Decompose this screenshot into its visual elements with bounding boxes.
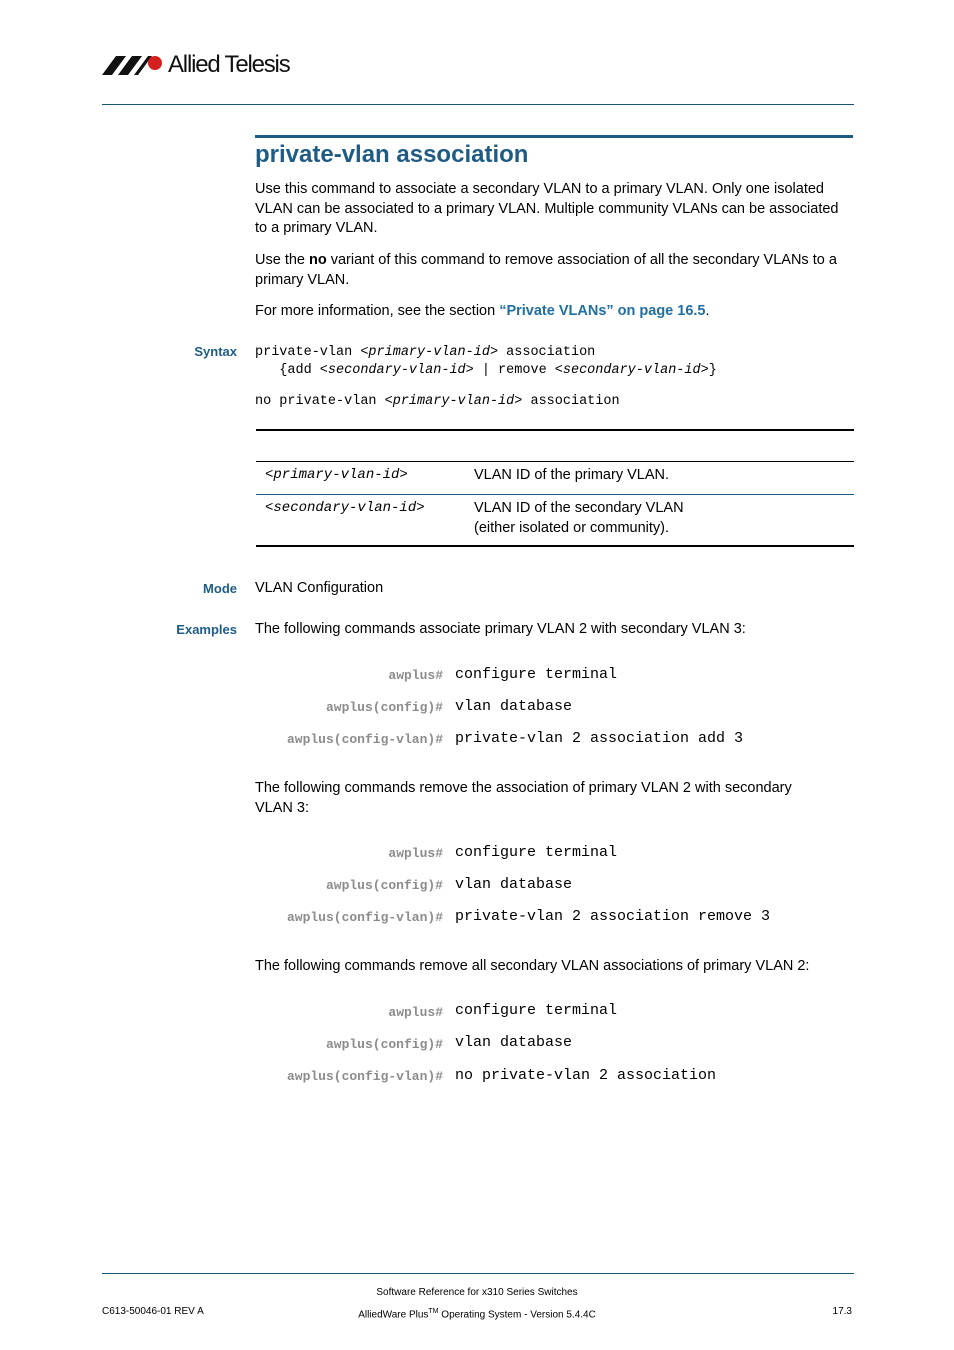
intro-paragraph-2 (255, 251, 853, 290)
text: > | remove < (465, 363, 563, 378)
param-desc-primary: VLAN ID of the primary VLAN. (474, 467, 670, 483)
param: secondary-vlan-id (562, 363, 701, 378)
examples-desc-2: The following commands remove the association of primary VLAN 2 with secondary VLAN 3: (255, 780, 792, 816)
param-name-primary: <primary-vlan-id> (265, 467, 408, 483)
command: vlan database (455, 876, 573, 893)
param: secondary-vlan-id (327, 363, 466, 378)
mode-label: Mode (203, 581, 237, 596)
syntax-label: Syntax (194, 344, 237, 359)
footer-os-version (277, 1305, 677, 1322)
footer-title: Software Reference for x310 Series Switches (376, 1287, 578, 1298)
command: configure terminal (455, 666, 618, 683)
command: configure terminal (455, 1002, 618, 1019)
command: vlan database (455, 1034, 573, 1051)
param: primary-vlan-id (392, 394, 515, 409)
footer-rule (102, 1273, 854, 1274)
table-top-rule (256, 429, 854, 431)
param-desc-secondary: VLAN ID of the secondary VLAN (either isolated or community). (474, 500, 684, 536)
prompt: awplus# (388, 1005, 443, 1020)
intro-paragraph-1: Use this command to associate a secondary VLAN to a primary VLAN. Only one isolated VLAN can be associated to a primary VLAN. Multiple community VLANs can be associated to a primary VLAN. (255, 181, 839, 236)
text: > association (489, 345, 596, 360)
mode-value: VLAN Configuration (255, 580, 384, 596)
page-title: private-vlan association (255, 141, 529, 168)
title-rule (255, 135, 853, 138)
syntax-line-2 (255, 362, 717, 380)
keyword-no: no (309, 252, 327, 268)
prompt: awplus(config-vlan)# (286, 1069, 443, 1084)
prompt: awplus(config-vlan)# (286, 910, 443, 925)
text: {add < (255, 363, 328, 378)
text: > association (514, 394, 620, 409)
command: configure terminal (455, 844, 618, 861)
trademark: TM (428, 1308, 439, 1315)
text: For more information, see the section (255, 303, 500, 319)
footer-doc-id: C613-50046-01 REV A (102, 1306, 204, 1317)
examples-label: Examples (176, 622, 237, 637)
command: no private-vlan 2 association (455, 1067, 717, 1084)
text: private-vlan < (255, 345, 369, 360)
table-bottom-rule (256, 545, 854, 547)
prompt: awplus# (388, 846, 443, 861)
text: variant of this command to remove association of all the secondary VLANs to a primary VLAN. (255, 252, 837, 288)
prompt: awplus# (388, 668, 443, 683)
param-name-secondary: <secondary-vlan-id> (265, 500, 425, 516)
prompt: awplus(config)# (325, 1037, 443, 1052)
syntax-line-1 (255, 344, 595, 362)
examples-desc-1: The following commands associate primary VLAN 2 with secondary VLAN 3: (255, 621, 746, 637)
param: primary-vlan-id (368, 345, 490, 360)
private-vlans-link[interactable]: “Private VLANs” on page 16.5 (499, 303, 706, 319)
examples-desc-3: The following commands remove all secondary VLAN associations of primary VLAN 2: (255, 958, 810, 974)
prompt: awplus(config)# (325, 700, 443, 715)
command: private-vlan 2 association add 3 (455, 730, 744, 747)
syntax-line-3 (255, 393, 620, 411)
text: AlliedWare Plus (358, 1309, 429, 1321)
text: Use the (255, 252, 309, 268)
text: no private-vlan < (255, 394, 393, 409)
prompt: awplus(config-vlan)# (286, 732, 443, 747)
brand-logo (102, 52, 290, 78)
text: Operating System - Version 5.4.4C (438, 1309, 596, 1321)
intro-paragraph-3 (255, 302, 853, 322)
table-row-rule (256, 494, 854, 495)
prompt: awplus(config)# (325, 878, 443, 893)
command: vlan database (455, 698, 573, 715)
table-header-rule (256, 461, 854, 462)
command: private-vlan 2 association remove 3 (455, 908, 771, 925)
header-rule (102, 104, 854, 105)
allied-telesis-logo-icon (102, 54, 164, 76)
page-number: 17.3 (832, 1306, 852, 1317)
text: >} (700, 363, 717, 378)
text: . (705, 303, 710, 319)
brand-name: Allied Telesis (168, 51, 290, 78)
